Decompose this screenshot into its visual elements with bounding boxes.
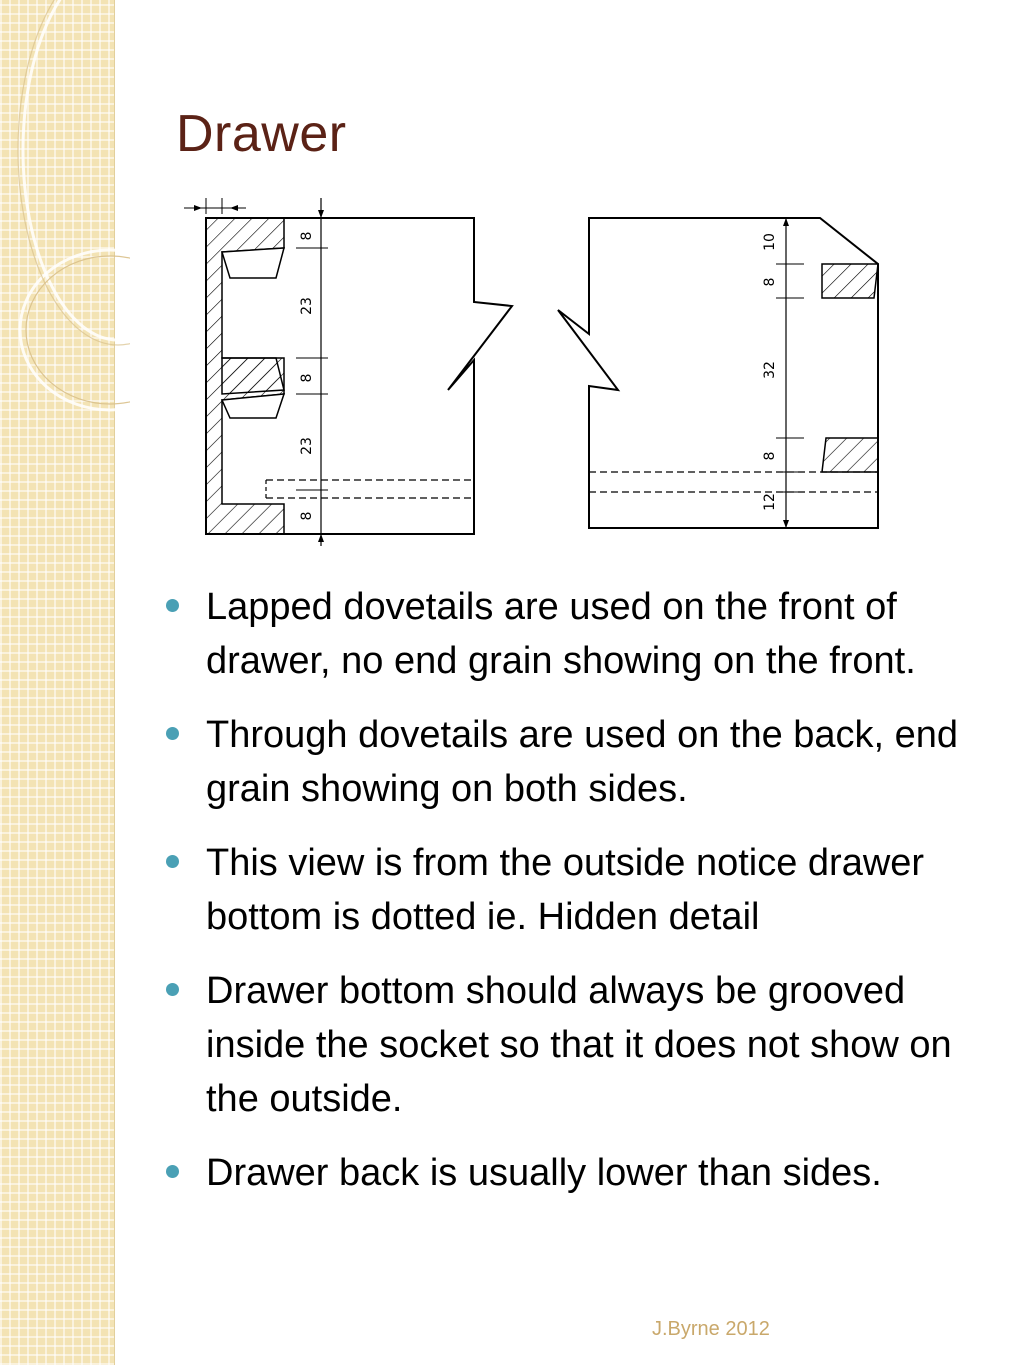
bullet-marker-icon xyxy=(166,599,179,612)
front-dim-5: 8 xyxy=(299,511,315,521)
bullet-marker-icon xyxy=(166,983,179,996)
bullet-item xyxy=(160,580,990,688)
bullet-text: Through dovetails are used on the back, end grain showing on both sides. xyxy=(206,714,959,810)
back-dim-2: 8 xyxy=(762,277,778,287)
back-dim-4: 8 xyxy=(762,451,778,461)
drawer-dovetail-diagram xyxy=(178,190,898,560)
front-dim-1: 8 xyxy=(299,231,315,241)
bullet-text: Lapped dovetails are used on the front of drawer, no end grain showing on the front. xyxy=(206,586,916,682)
bullet-marker-icon xyxy=(166,855,179,868)
bullet-item xyxy=(160,836,990,944)
bullet-text: Drawer bottom should always be grooved inside the socket so that it does not show on the outside. xyxy=(206,970,952,1120)
back-dim-3: 32 xyxy=(762,361,778,379)
bullet-text: Drawer back is usually lower than sides. xyxy=(206,1152,882,1194)
slide-title: Drawer xyxy=(176,105,347,163)
front-dim-2: 23 xyxy=(299,297,315,315)
decorative-rings xyxy=(0,0,130,460)
front-joint-view xyxy=(184,198,512,546)
bullet-item xyxy=(160,964,990,1126)
bullet-marker-icon xyxy=(166,1165,179,1178)
bullet-text: This view is from the outside notice drawer bottom is dotted ie. Hidden detail xyxy=(206,842,925,938)
bullet-marker-icon xyxy=(166,727,179,740)
front-dim-3: 8 xyxy=(299,373,315,383)
bullet-item xyxy=(160,1146,990,1200)
back-dim-5: 12 xyxy=(762,493,778,511)
back-joint-view xyxy=(558,218,878,528)
bullet-item xyxy=(160,708,990,816)
footer-credit: J.Byrne 2012 xyxy=(652,1318,770,1340)
back-dim-1: 10 xyxy=(762,233,778,251)
bullet-list xyxy=(160,580,990,1220)
front-dim-4: 23 xyxy=(299,437,315,455)
